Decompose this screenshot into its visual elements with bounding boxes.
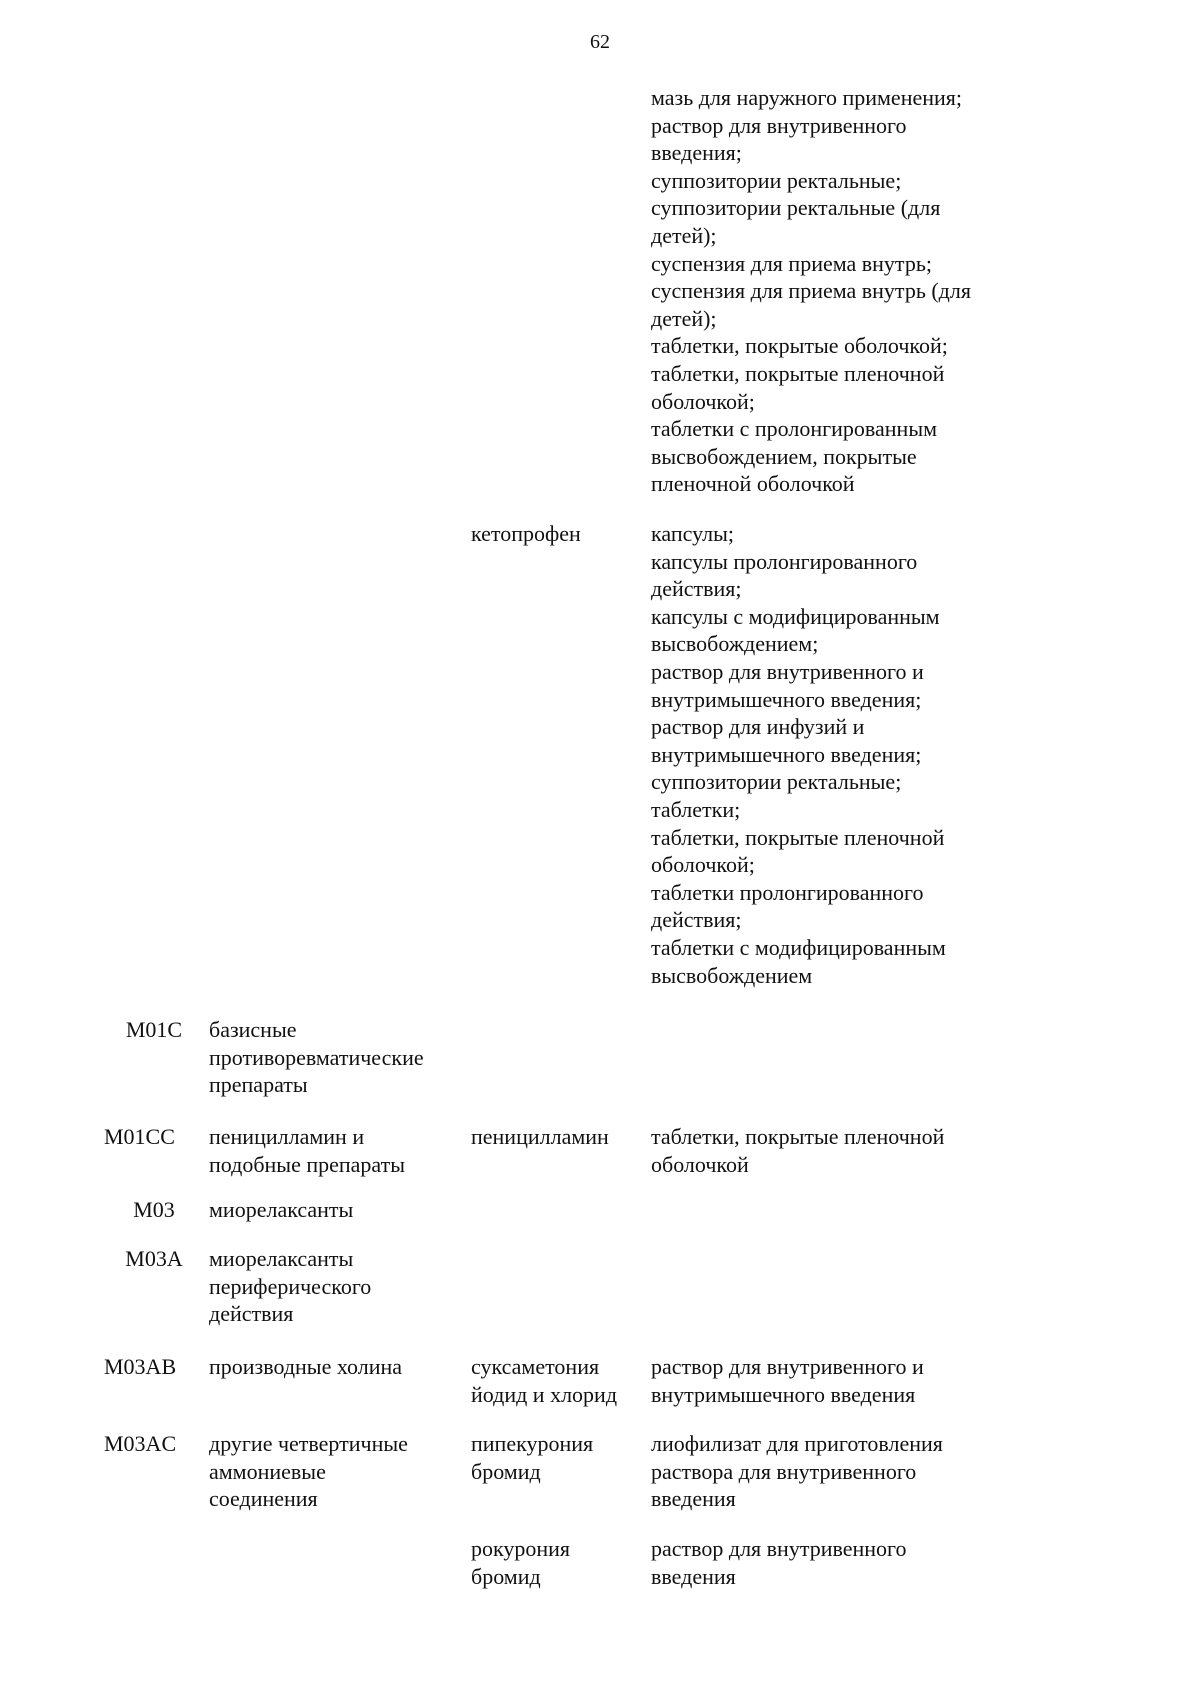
dosage-forms (651, 1535, 1031, 1590)
dosage-form-line: таблетки, покрытые пленочной (651, 824, 945, 850)
dosage-form-line: внутримышечного введения; (651, 686, 922, 712)
group-name-line: миорелаксанты (209, 1246, 354, 1271)
group-name-line: аммониевые (209, 1458, 326, 1484)
dosage-form-line: суппозитории ректальные; (651, 769, 902, 795)
dosage-form-line: раствора для внутривенного (651, 1458, 917, 1484)
dosage-form-line: оболочкой; (651, 852, 755, 878)
group-name-line: подобные препараты (209, 1151, 406, 1177)
group-name-line: препараты (209, 1072, 308, 1098)
group-name-line: противоревматические (209, 1044, 424, 1070)
dosage-forms (651, 1123, 1031, 1178)
dosage-form-line: введения (651, 1486, 736, 1512)
dosage-form-line: действия; (651, 907, 742, 933)
drug-name (471, 520, 651, 548)
group-name-line: соединения (209, 1486, 318, 1512)
dosage-form-line: суспензия для приема внутрь; (651, 250, 932, 276)
dosage-form-line: лиофилизат для приготовления (651, 1431, 943, 1456)
drug-name-line: йодид и хлорид (471, 1381, 618, 1407)
dosage-form-line: пленочной оболочкой (651, 471, 855, 497)
atc-code: M03AC (104, 1431, 177, 1456)
drug-name-line: пипекурония (471, 1431, 594, 1456)
dosage-form-line: суппозитории ректальные; (651, 167, 902, 193)
dosage-forms (651, 1430, 1031, 1513)
dosage-form-line: таблетки пролонгированного (651, 879, 924, 905)
drug-name (471, 1123, 651, 1151)
dosage-form-line: детей); (651, 305, 717, 331)
dosage-form-line: внутримышечного введения; (651, 741, 922, 767)
dosage-form-line: действия; (651, 576, 742, 602)
atc-group-name (209, 1245, 459, 1328)
drug-name-line: рокурония (471, 1536, 571, 1561)
dosage-form-line: суппозитории ректальные (для (651, 195, 941, 221)
dosage-form-line: капсулы с модифицированным (651, 603, 940, 629)
dosage-form-line: раствор для инфузий и (651, 714, 865, 740)
drug-name-line: бромид (471, 1563, 541, 1589)
dosage-form-line: таблетки, покрытые пленочной (651, 360, 945, 386)
dosage-forms (651, 520, 1031, 989)
drug-name-line: суксаметония (471, 1354, 600, 1379)
dosage-form-line: мазь для наружного применения; (651, 85, 963, 110)
drug-name (471, 1430, 651, 1485)
dosage-form-line: суспензия для приема внутрь (для (651, 278, 971, 304)
dosage-form-line: раствор для внутривенного и (651, 1354, 924, 1379)
drug-name (471, 1535, 651, 1590)
dosage-form-line: высвобождением; (651, 631, 819, 657)
atc-code: M01CC (104, 1124, 175, 1149)
atc-code: M03 (133, 1197, 175, 1222)
dosage-form-line: оболочкой (651, 1151, 749, 1177)
drug-name-line: кетопрофен (471, 521, 581, 546)
dosage-form-line: высвобождением, покрытые (651, 443, 917, 469)
atc-code: M03A (125, 1246, 183, 1271)
atc-group-name (209, 1196, 459, 1224)
group-name-line: базисные (209, 1017, 297, 1042)
dosage-form-line: таблетки с пролонгированным (651, 416, 938, 442)
dosage-form-line: таблетки, покрытые пленочной (651, 1124, 945, 1149)
dosage-form-line: оболочкой; (651, 388, 755, 414)
group-name-line: пеницилламин и (209, 1124, 365, 1149)
atc-group-name (209, 1123, 459, 1178)
dosage-forms (651, 1353, 1031, 1408)
group-name-line: другие четвертичные (209, 1431, 408, 1456)
dosage-form-line: раствор для внутривенного и (651, 658, 924, 684)
dosage-form-line: таблетки, покрытые оболочкой; (651, 333, 948, 359)
dosage-form-line: внутримышечного введения (651, 1381, 916, 1407)
atc-code: M01C (125, 1017, 183, 1042)
drug-name-line: пеницилламин (471, 1124, 609, 1149)
group-name-line: миорелаксанты (209, 1197, 354, 1222)
dosage-form-line: введения; (651, 140, 742, 166)
group-name-line: действия (209, 1301, 294, 1327)
dosage-form-line: введения (651, 1563, 736, 1589)
dosage-form-line: таблетки; (651, 796, 741, 822)
dosage-form-line: раствор для внутривенного (651, 112, 907, 138)
drug-name (471, 1353, 651, 1408)
group-name-line: периферического (209, 1273, 372, 1299)
atc-group-name (209, 1016, 459, 1099)
atc-group-name (209, 1430, 459, 1513)
dosage-form-line: детей); (651, 222, 717, 248)
dosage-form-line: раствор для внутривенного (651, 1536, 907, 1561)
atc-code: M03AB (104, 1354, 177, 1379)
dosage-form-line: таблетки с модифицированным (651, 934, 946, 960)
page-number: 62 (590, 31, 610, 53)
group-name-line: производные холина (209, 1354, 403, 1379)
dosage-forms (651, 84, 1031, 498)
atc-group-name (209, 1353, 459, 1381)
drug-name-line: бромид (471, 1458, 541, 1484)
dosage-form-line: высвобождением (651, 962, 813, 988)
dosage-form-line: капсулы; (651, 521, 734, 546)
dosage-form-line: капсулы пролонгированного (651, 548, 918, 574)
